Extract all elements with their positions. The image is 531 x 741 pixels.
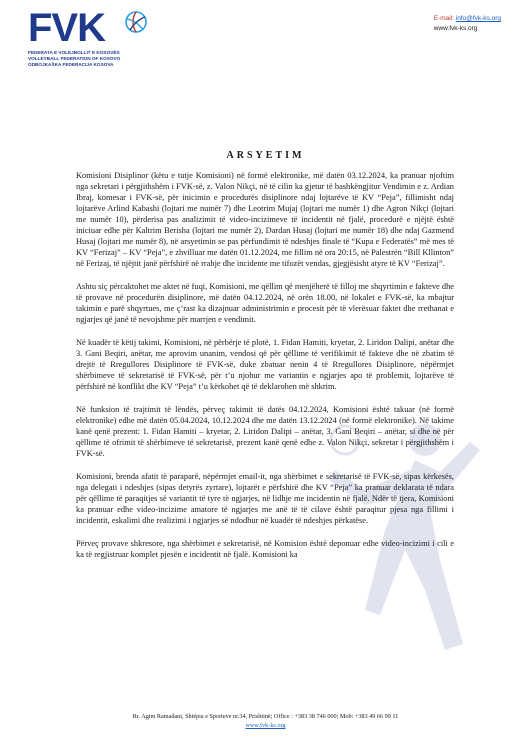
- email-link[interactable]: info@fvk-ks.org: [455, 15, 501, 22]
- header-contact: [434, 14, 501, 34]
- footer-address: Rr. Agim Ramadani, Shtëpia e Sporteve nr.34, Prishtinë; Office : +383 38 746 000; Mob: +383 49 66 99 11: [132, 713, 399, 720]
- paragraph: Komisioni Disiplinor (këtu e tutje Komisioni) në formë elektronike, më datën 03.12.2024, ka pranuar njoftim nga sekretari i përgjithshëm i FVK-së, z. Valon Nikçi, në të cilin ka gjetur të bashkëngjitur Vendimin e z. Ardian Ibraj, komesar i FVK-së, për inicimin e procedurës disiplinore ndaj lojtarëve të KV “Peja”, fillimisht ndaj lojtarëve Arlind Kabashi (lojtari me numër 7) dhe Leotrim Mujaj (lojtari me numër 1) dhe Agron Nikçi (lojtari me numër 10), përderisa pas analizimit të video-incizimeve të incidentit në fjalë, procedurë e njëjtë është iniciuar edhe për Kaltrim Berisha (lojtari me numër 2), Dardan Husaj (lojtari me numër 18) dhe ndaj Gazmend Husaj (lojtari me numër 8), në arsyetimin se pas përfundimit të ndeshjes finale të “Kupa e Federatës” më mes të KV “Ferizaj” – KV “Peja”, e zhvilluar me datën 01.12.2024, me fillim në ora 20:15, në Palestrën “Bill Kllinton” në Ferizaj, të njëjtit janë përfshirë në rrahje dhe incidente me tifozët vendas, gjegjësisht atyre të KV “Ferizaj”.: [76, 171, 454, 268]
- paragraph: Në kuadër të këtij takimi, Komisioni, në përbërje të plotë, 1. Fidan Hamiti, kryetar, 2. Liridon Dalipi, anëtar dhe 3. Gani Beqiri, anëtar, me aprovim unanim, vendosi që për qëllime të verifikimit të fakteve dhe në zbatim të drejtë të Rregullores Disiplinore të FVK-së, duke zbatuar nenin 4 të Rregullores Disiplinore, nëpërmjet shërbimeve të sekretarisë të FVK-së, për t’u njohur me variantin e ngjarjes apo të problemit, lojtarëve të përfshirë në konflikt dhe KV “Peja” t’u kërkohet që të deklarohen më shkrim.: [76, 338, 454, 391]
- email-label: E-mail:: [433, 15, 454, 22]
- paragraph: Ashtu siç përcaktohet me aktet në fuqi, Komisioni, me qëllim që menjëherë të filloj me shqyrtimin e fakteve dhe të provave në procedurën disiplinore, më datën 04.12.2024, në orën 18.00, në lokalet e FVK-së, ka mbajtur takimin e parë shqyrtues, me ç’rast ka dizajnuar administrimin e procesit për të vlerësuar faktet dhe rrethanat e ngjarjes që janë të nevojshme për marrjen e vendimit.: [76, 282, 454, 324]
- volleyball-icon: [124, 10, 148, 34]
- federation-names: [28, 50, 178, 68]
- paragraph: Përveç provave shkresore, nga shërbimet e sekretarisë, në Komision është deponuar edhe video-incizimi i cili e ka të regjistruar komplet pjesën e incidentit në fjalë. Komisioni ka: [76, 539, 454, 559]
- header-website[interactable]: www.fvk-ks.org: [433, 25, 478, 32]
- paragraph: Në funksion të trajtimit të lëndës, përveç takimit të datës 04.12.2024, Komisioni është takuar (në formë elektronike) edhe më datën 05.04.2024, 10.12.2024 dhe me datën 13.12.2024 (në formë elektronike). Në takime kanë qenë prezent: 1. Fidan Hamiti – kryetar, 2. Liridon Dalipi – anëtar, 3. Gani Beqiri – anëtar, si dhe në për qëllime të ofrimit të shërbimeve të sekretarisë, prezent kanë qenë edhe z. Valon Nikçi, sekretar i përgjithshëm i FVK-së.: [76, 405, 454, 458]
- footer-website-link[interactable]: www.fvk-ks.org: [245, 722, 286, 729]
- header-email-row: [434, 14, 501, 24]
- logo-wordmark: FVK: [28, 6, 105, 50]
- document-title: ARSYETIM: [226, 150, 305, 161]
- federation-name-albanian: FEDERATA E VOLEJBOLLIT E KOSOVËS: [28, 50, 120, 55]
- document-body: [76, 170, 454, 572]
- federation-name-serbian: ODBOJKAŠKA FEDERACIJA KOSOVA: [28, 62, 114, 67]
- page-footer: [0, 712, 531, 730]
- federation-logo: [28, 8, 178, 68]
- federation-name-english: VOLLEYBALL FEDERATION OF KOSOVO: [28, 56, 121, 61]
- paragraph: Komisioni, brenda afatit të paraparë, nëpërmjet email-it, nga shërbimet e sekretarisë të FVK-së, sipas kërkesës, nga delegati i ndeshjes (sipas detyrës zyrtare), lojtarët e përfshirë dhe KV “Peja” ka pranuar deklarata të ndara për qëllime të paraqitjes së variantit të tyre të ngjarjes, në lidhje me incidentin në fjalë. Ndër të tjera, Komisioni ka pranuar edhe video-incizime amatore të ngjarjes me anë të të cilave është paraqitur pjesa nga fillimi i incidentit, eskalimi dhe realizimi i ngjarjes së ndodhur në kuadër të ndeshjes përkatëse.: [76, 472, 454, 525]
